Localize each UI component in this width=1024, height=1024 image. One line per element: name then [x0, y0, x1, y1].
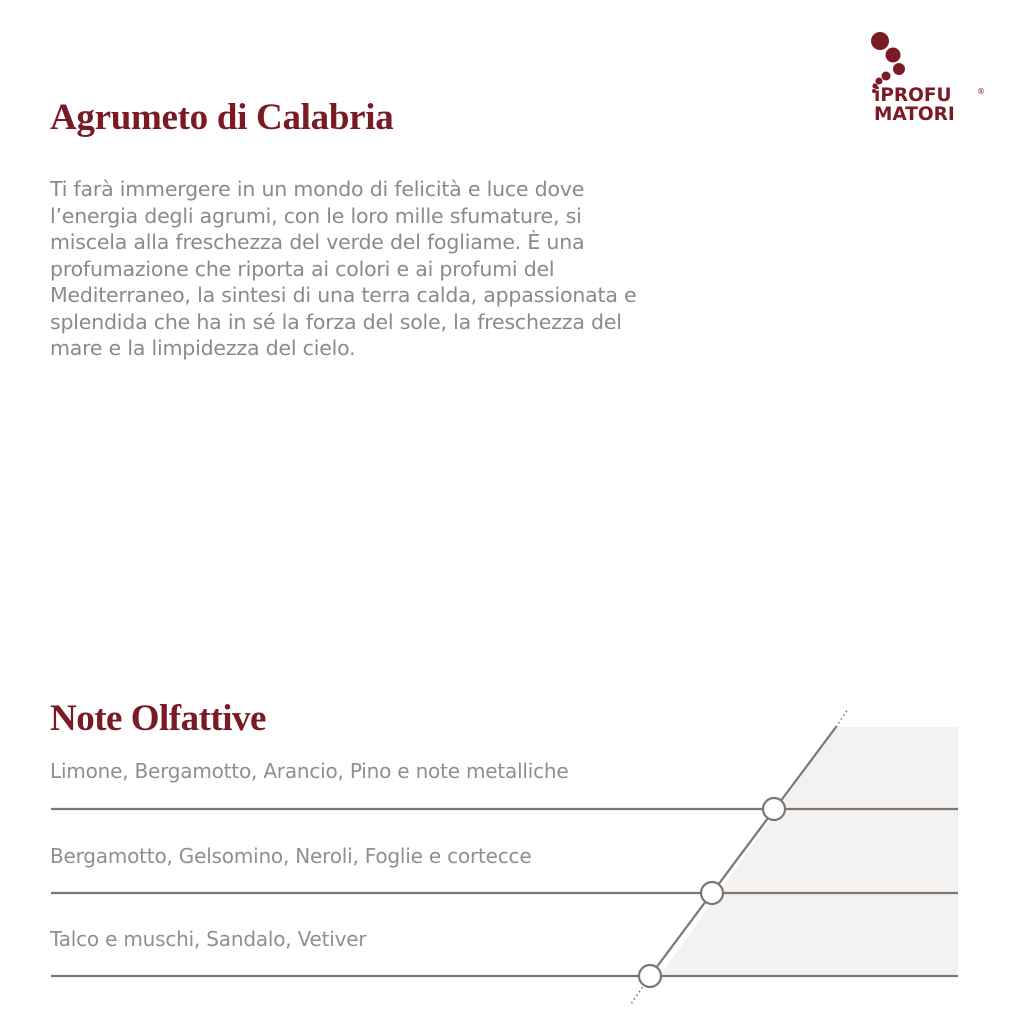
description-line: profumazione che riporta ai colori e ai profumi del — [50, 256, 555, 281]
logo-line-1: iPROFU — [874, 85, 952, 106]
description-line: splendida che ha in sé la forza del sole, la freschezza del — [50, 309, 622, 334]
top-notes: Limone, Bergamotto, Arancio, Pino e note metalliche — [50, 759, 569, 783]
registered-mark: ® — [977, 87, 985, 96]
heart-notes: Bergamotto, Gelsomino, Neroli, Foglie e cortecce — [50, 844, 532, 868]
description-line: Mediterraneo, la sintesi di una terra calda, appassionata e — [50, 283, 637, 307]
description-line: Ti farà immergere in un mondo di felicità e luce dove — [50, 177, 585, 201]
logo-line-2: MATORI — [874, 104, 955, 125]
description-line: miscela alla freschezza del verde del fogliame. È una — [50, 230, 585, 254]
description-line: mare e la limpidezza del cielo. — [50, 336, 356, 360]
base-notes: Talco e muschi, Sandalo, Vetiver — [50, 927, 367, 951]
product-title: Agrumeto di Calabria — [50, 97, 394, 138]
description-line: l’energia degli agrumi, con le loro mille sfumature, si — [50, 203, 582, 228]
notes-section-title: Note Olfattive — [50, 698, 266, 739]
